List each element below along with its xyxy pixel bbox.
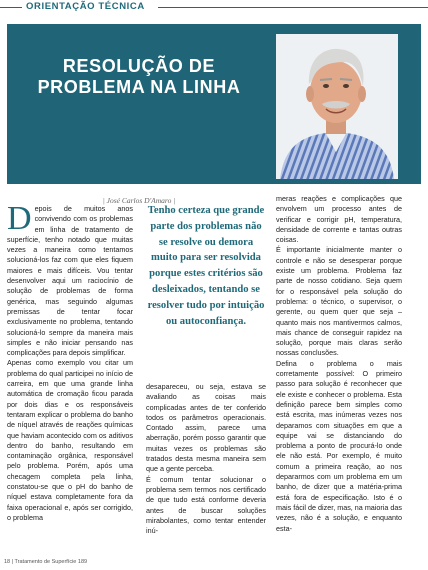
article-column-1: [7, 200, 133, 523]
column-1-paragraph-2: Apenas como exemplo vou citar um problema do qual participei no início de carreira, em que uma grande linha automática de cromação ficou parada por dois dias e os responsáveis tentaram explicar o problema do banho de níquel através de reações químicas que haviam acontecido com os aditivos dentro do banho, resultando em contaminação orgânica, responsável pelo problema. Porém, após uma checagem completa pela linha, constatou-se que o pH do banho de níquel estava completamente fora da faixa operacional e, após ser corrigido, o problema: [7, 358, 133, 522]
column-3-paragraph-2: É importante inicialmente manter o controle e não se desesperar porque existe um problema. Problema faz parte de nosso cotidiano. Seja quem for o responsável pela solução do problema: o técnico, o supervisor, o gerente, ou quem quer que seja – quanto mais nos mantivermos calmos, mais chance de conseguir rapidez na solução, porque mais claras serão nossas conclusões.: [276, 245, 402, 358]
article-title: [12, 56, 266, 98]
article-column-3: [276, 194, 402, 534]
column-1-paragraph-1-text: epois de muitos anos convivendo com os problemas em linha de tratamento de superfície, tenho notado que muitas vezes a maneira como tentamos solucioná-los faz com que eles fiquem maiores e mais difíceis. Vou tentar desenvolver aqui um raciocínio de solução de problemas de forma genérica, mas seguindo algumas premissas de tentar focar exclusivamente no problema, tentando solucioná-lo sempre da maneira mais simples e não iniciar pensando nas complicações para depois simplificar.: [7, 204, 133, 358]
column-2-paragraph-2: É comum tentar solucionar o problema sem termos nos certificado de que tudo está conforme deveria antes de buscar soluções mirabolantes, como tentar entender inú-: [146, 474, 266, 536]
column-2-paragraph-1: desapareceu, ou seja, estava se avaliando as coisas mais complicadas antes de ter conferido todos os parâmetros operacionais. Contado assim, parece uma aberração, porém posso garantir que muitas vezes os problemas são tratados desta mesma maneira sem que a gente perceba.: [146, 382, 266, 474]
section-header: [0, 0, 428, 14]
author-byline: | José Carlos D'Amaro |: [102, 196, 176, 205]
article-column-2: [146, 382, 266, 536]
author-photo: [276, 34, 398, 179]
column-3-paragraph-1: meras reações e complicações que envolvem um processo antes de verificar e corrigir pH, temperatura, densidade de corrente e tantas outras coisas.: [276, 194, 402, 245]
column-1-paragraph-1: [7, 200, 133, 358]
article-title-line2: PROBLEMA NA LINHA: [37, 77, 241, 97]
column-3-paragraph-3: Defina o problema o mais corretamente possível: O primeiro passo para solução é reconhecer que ele existe e conhecer o problema. Esta definição parece bem simples como está escrita, mas inúmeras vezes nos deparamos com situações em que a equipe vai se distanciando do problema a ponto de procurá-lo onde ele não está. Por exemplo, é muito comum a primeira reação, ao nos depararmos com um problema em um banho, de dizer que a matéria-prima está fora de especificação. Isto é o mais fácil de dizer, mas, na maioria das vezes, não é a solução, e enquanto esta-: [276, 358, 402, 533]
section-rule-left: [0, 7, 24, 8]
section-title: ORIENTAÇÃO TÉCNICA: [22, 0, 149, 14]
pull-quote: Tenho certeza que grande parte dos problemas não se resolve ou demora muito para ser resolvida porque estes critérios são desleixados, tentando se resolver tudo por intuição ou autoconfiança.: [147, 205, 265, 327]
article-title-line1: RESOLUÇÃO DE: [62, 56, 216, 76]
section-rule-right: [158, 7, 428, 8]
drop-cap: D: [7, 200, 32, 237]
author-portrait-illustration: [276, 34, 398, 179]
page-footer: 18 | Tratamento de Superfície 189: [4, 559, 88, 565]
